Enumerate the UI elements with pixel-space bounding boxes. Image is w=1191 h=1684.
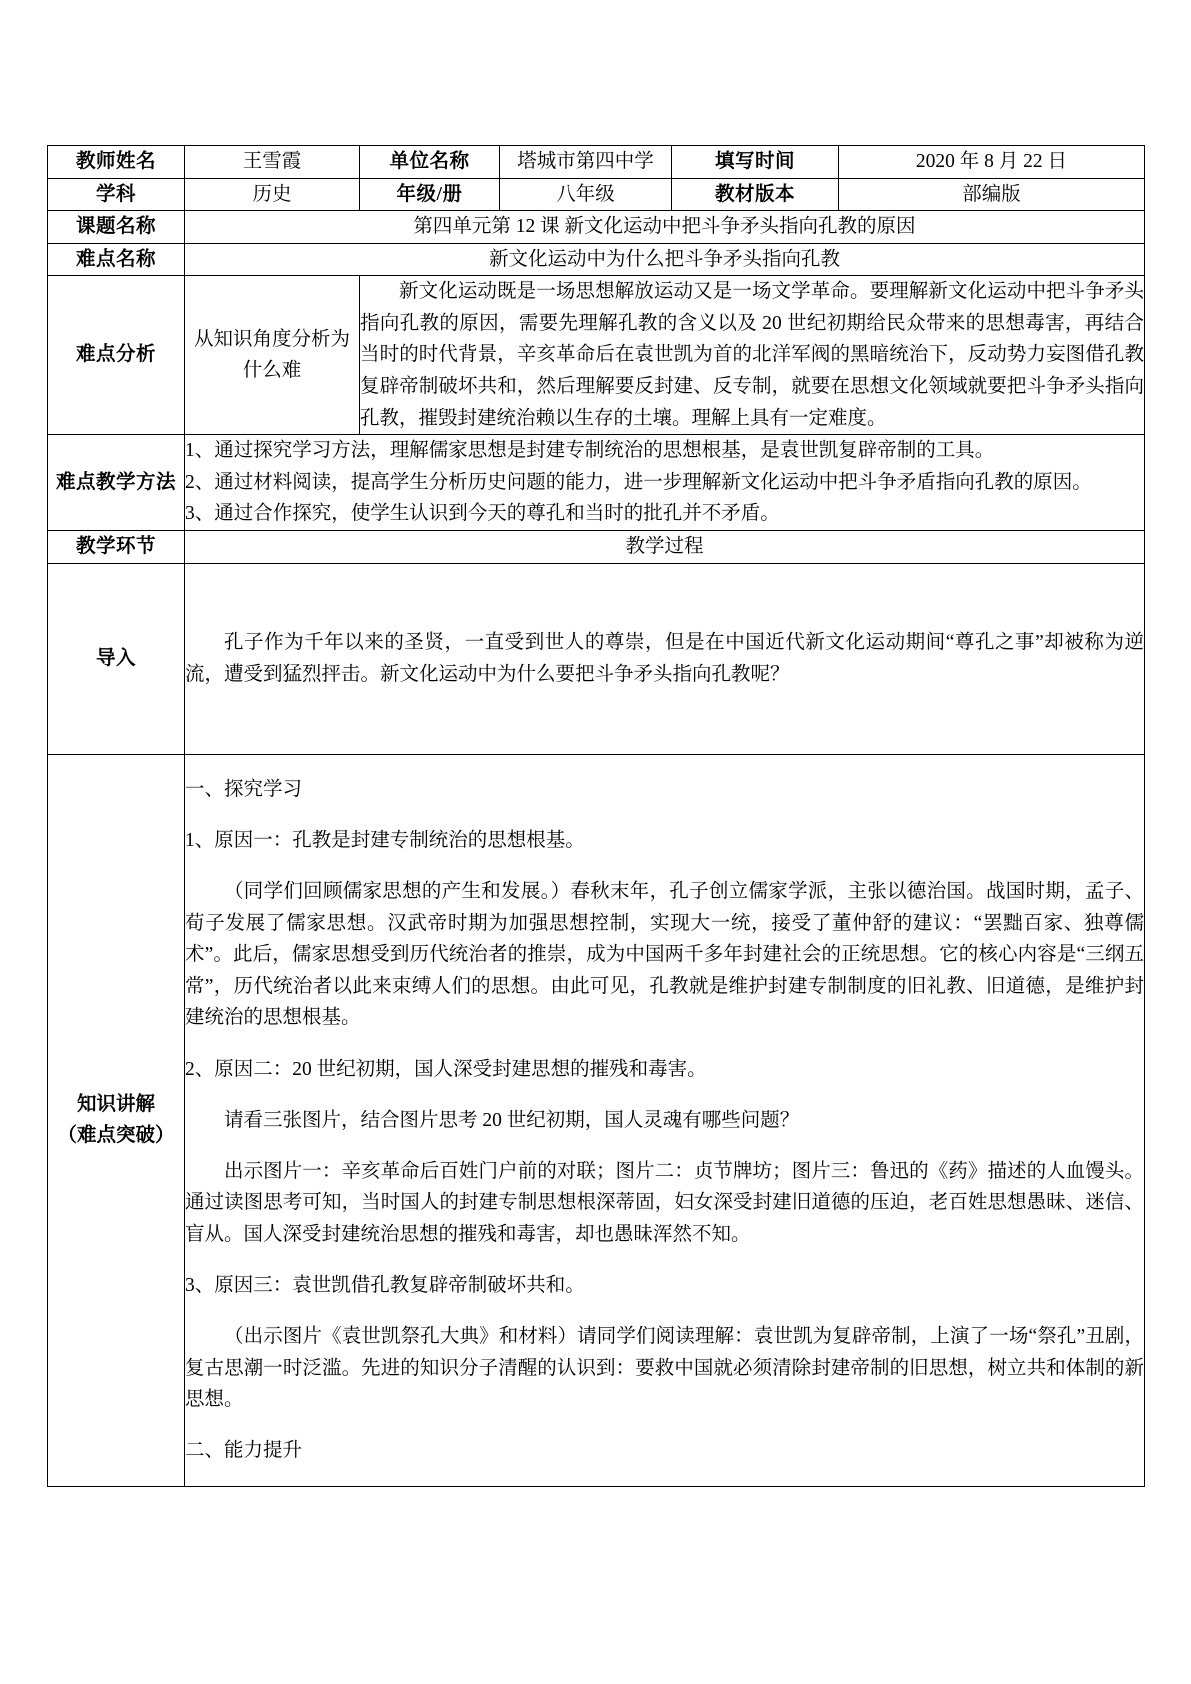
knowledge-paragraph: 二、能力提升 [185,1440,303,1462]
value-textbook-version: 部编版 [839,178,1145,211]
label-difficulty-name: 难点名称 [48,243,185,276]
label-topic-name: 课题名称 [48,211,185,244]
knowledge-label-line1: 知识讲解 [76,1093,155,1115]
teaching-method-item: 2、通过材料阅读，提高学生分析历史问题的能力，进一步理解新文化运动中把斗争矛盾指向孔教的原因。 [185,471,1092,493]
teaching-method-item: 3、通过合作探究，使学生认识到今天的尊孔和当时的批孔并不矛盾。 [185,503,780,525]
value-grade: 八年级 [500,178,672,211]
label-knowledge-explanation [48,754,185,1487]
knowledge-paragraph: 1、原因一：孔教是封建专制统治的思想根基。 [185,830,585,852]
introduction-paragraph: 孔子作为千年以来的圣贤，一直受到世人的尊崇，但是在中国近代新文化运动期间“尊孔之事”却被称为逆流，遭受到猛烈抨击。新文化运动中为什么要把斗争矛头指向孔教呢？ [185,631,1144,685]
label-teaching-process: 教学过程 [185,530,1145,563]
value-teacher-name: 王雪霞 [185,146,360,179]
value-teaching-method [185,435,1145,531]
teaching-method-item: 1、通过探究学习方法，理解儒家思想是封建专制统治的思想根基，是袁世凯复辟帝制的工具。 [185,440,995,462]
table-row-subject-info [48,178,1145,211]
value-difficulty-analysis [360,276,1145,435]
label-introduction: 导入 [48,563,185,754]
value-topic-name: 第四单元第 12 课 新文化运动中把斗争矛头指向孔教的原因 [185,211,1145,244]
label-teaching-method: 难点教学方法 [48,435,185,531]
difficulty-analysis-paragraph: 新文化运动既是一场思想解放运动又是一场文学革命。要理解新文化运动中把斗争矛头指向孔教的原因，需要先理解孔教的含义以及 20 世纪初期给民众带来的思想毒害，再结合当时的时代背景，辛亥革命后在袁世凯为首的北洋军阀的黑暗统治下，反动势力妄图借孔教复辟帝制破坏共和，然后理解要反封建、反专制，就要在思想文化领域就要把斗争矛头指向孔教，摧毁封建统治赖以生存的土壤。理解上具有一定难度。 [360,281,1144,429]
value-fill-date: 2020 年 8 月 22 日 [839,146,1145,179]
table-row-introduction [48,563,1145,754]
knowledge-paragraph: 出示图片一：辛亥革命后百姓门户前的对联；图片二：贞节牌坊；图片三：鲁迅的《药》描述的人血馒头。通过读图思考可知，当时国人的封建专制思想根深蒂固，妇女深受封建旧道德的压迫，老百姓思想愚昧、迷信、盲从。国人深受封建统治思想的摧残和毒害，却也愚昧浑然不知。 [185,1160,1144,1245]
table-row-difficulty-analysis [48,276,1145,435]
knowledge-label-line2: （难点突破） [57,1125,175,1147]
knowledge-paragraph: 3、原因三：袁世凯借孔教复辟帝制破坏共和。 [185,1274,585,1296]
table-row-teacher-info [48,146,1145,179]
table-row-knowledge [48,754,1145,1487]
knowledge-paragraph: 请看三张图片，结合图片思考 20 世纪初期，国人灵魂有哪些问题？ [224,1109,800,1131]
value-knowledge-explanation [185,754,1145,1487]
knowledge-paragraph: 2、原因二：20 世纪初期，国人深受封建思想的摧残和毒害。 [185,1058,707,1080]
value-subject: 历史 [185,178,360,211]
label-teacher-name: 教师姓名 [48,146,185,179]
table-row-topic [48,211,1145,244]
label-grade: 年级/册 [360,178,500,211]
value-difficulty-name: 新文化运动中为什么把斗争矛头指向孔教 [185,243,1145,276]
label-teaching-stage: 教学环节 [48,530,185,563]
knowledge-paragraph: （出示图片《袁世凯祭孔大典》和材料）请同学们阅读理解：袁世凯为复辟帝制，上演了一场“祭孔”丑剧，复古思潮一时泛滥。先进的知识分子清醒的认识到：要救中国就必须清除封建帝制的旧思想，树立共和体制的新思想。 [185,1326,1144,1411]
label-textbook-version: 教材版本 [672,178,839,211]
knowledge-paragraph: 一、探究学习 [185,779,303,801]
label-analysis-perspective: 从知识角度分析为什么难 [185,276,360,435]
label-difficulty-analysis: 难点分析 [48,276,185,435]
lesson-plan-table [47,145,1145,1487]
knowledge-paragraph: （同学们回顾儒家思想的产生和发展。）春秋末年，孔子创立儒家学派，主张以德治国。战国时期，孟子、荀子发展了儒家思想。汉武帝时期为加强思想控制，实现大一统，接受了董仲舒的建议：“罢黜百家、独尊儒术”。此后，儒家思想受到历代统治者的推崇，成为中国两千多年封建社会的正统思想。它的核心内容是“三纲五常”，历代统治者以此来束缚人们的思想。由此可见，孔教就是维护封建专制制度的旧礼教、旧道德，是维护封建统治的思想根基。 [185,881,1144,1029]
table-row-difficulty-name [48,243,1145,276]
label-subject: 学科 [48,178,185,211]
label-unit-name: 单位名称 [360,146,500,179]
table-row-teaching-method [48,435,1145,531]
value-introduction [185,563,1145,754]
table-row-process-header [48,530,1145,563]
value-unit-name: 塔城市第四中学 [500,146,672,179]
label-fill-date: 填写时间 [672,146,839,179]
